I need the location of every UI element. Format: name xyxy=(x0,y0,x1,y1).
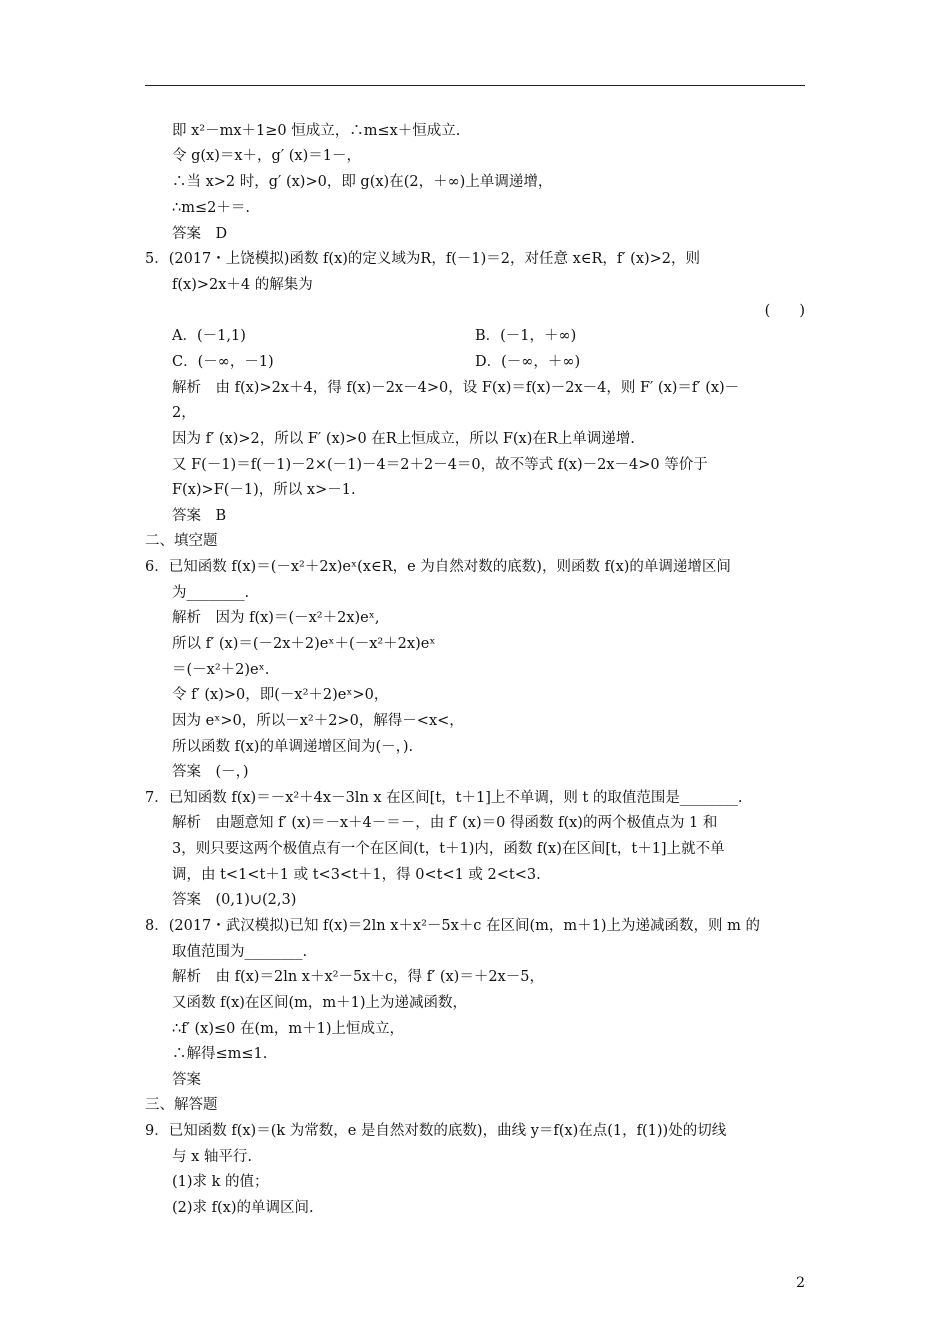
text-line: 调，由 t<1<t＋1 或 t<3<t＋1，得 0<t<1 或 2<t<3. xyxy=(172,867,541,883)
text-line: 令 f′ (x)>0，即(－x²＋2)eˣ>0， xyxy=(172,687,389,703)
text-line: 因为 f′ (x)>2，所以 F′ (x)>0 在R上恒成立，所以 F(x)在R上单调递增. xyxy=(172,431,635,447)
text-line: ∴解得≤m≤1. xyxy=(172,1046,268,1062)
text-line: 又 F(－1)＝f(－1)－2×(－1)－4＝2＋2－4＝0，故不等式 f(x)－2x－4>0 等价于 xyxy=(172,457,708,473)
section-heading: 三、解答题 xyxy=(145,1097,218,1113)
text-line: 与 x 轴平行. xyxy=(172,1149,253,1165)
text-line: 所以 f′ (x)＝(－2x＋2)eˣ＋(－x²＋2x)eˣ xyxy=(172,636,436,652)
answer-line: 答案 D xyxy=(172,226,228,242)
text-line: 2， xyxy=(172,405,196,421)
answer-line: 答案 (－，) xyxy=(172,764,249,780)
question-8: 8．(2017・武汉模拟)已知 f(x)＝2ln x＋x²－5x＋c 在区间(m，m＋1)上为递减函数，则 m 的 xyxy=(145,918,761,934)
answer-bracket: ( ) xyxy=(764,303,805,319)
text-line: ∴当 x>2 时，g′ (x)>0，即 g(x)在(2，＋∞)上单调递增， xyxy=(172,174,553,190)
question-9: 9．已知函数 f(x)＝(k 为常数，e 是自然对数的底数)，曲线 y＝f(x)在点(1，f(1))处的切线 xyxy=(145,1123,727,1139)
text-line: 解析 因为 f(x)＝(－x²＋2x)eˣ, xyxy=(172,610,380,626)
text-line: 解析 由 f(x)＝2ln x＋x²－5x＋c，得 f′ (x)＝＋2x－5， xyxy=(172,969,544,985)
answer-line: 答案 (0,1)∪(2,3) xyxy=(172,892,297,908)
text-line: 取值范围为________. xyxy=(172,944,308,960)
section-heading: 二、填空题 xyxy=(145,533,218,549)
question-6: 6．已知函数 f(x)＝(－x²＋2x)eˣ(x∈R，e 为自然对数的底数)，则函数 f(x)的单调递增区间 xyxy=(145,559,731,575)
option-c: C．(－∞，－1) xyxy=(172,354,274,370)
page-number: 2 xyxy=(796,1275,805,1291)
text-line: (2)求 f(x)的单调区间. xyxy=(172,1200,314,1216)
text-line: 因为 eˣ>0，所以－x²＋2>0，解得－<x<， xyxy=(172,713,464,729)
text-line: (1)求 k 的值； xyxy=(172,1174,269,1190)
answer-line: 答案 xyxy=(172,1072,201,1088)
text-line: 即 x²－mx＋1≥0 恒成立，∴m≤x＋恒成立. xyxy=(172,123,461,139)
option-a: A．(－1,1) xyxy=(172,328,246,344)
header-rule xyxy=(145,85,805,86)
text-line: 令 g(x)＝x＋，g′ (x)＝1－， xyxy=(172,148,361,164)
text-line: 所以函数 f(x)的单调递增区间为(－，). xyxy=(172,739,414,755)
text-line: 解析 由题意知 f′ (x)＝－x＋4－＝－，由 f′ (x)＝0 得函数 f(x)的两个极值点为 1 和 xyxy=(172,815,718,831)
text-line: 又函数 f(x)在区间(m，m＋1)上为递减函数， xyxy=(172,995,468,1011)
text-line: 解析 由 f(x)>2x＋4，得 f(x)－2x－4>0，设 F(x)＝f(x)－2x－4，则 F′ (x)＝f′ (x)－ xyxy=(172,380,740,396)
text-line: f(x)>2x＋4 的解集为 xyxy=(172,277,313,293)
option-b: B．(－1，＋∞) xyxy=(475,328,577,344)
option-d: D．(－∞，＋∞) xyxy=(475,354,581,370)
text-line: 3，则只要这两个极值点有一个在区间(t，t＋1)内，函数 f(x)在区间[t，t＋1]上就不单 xyxy=(172,841,725,857)
text-line: F(x)>F(－1)，所以 x>－1. xyxy=(172,482,356,498)
question-5: 5．(2017・上饶模拟)函数 f(x)的定义域为R，f(－1)＝2，对任意 x∈R，f′ (x)>2，则 xyxy=(145,251,701,267)
answer-line: 答案 B xyxy=(172,508,227,524)
text-line: ＝(－x²＋2)eˣ. xyxy=(172,662,270,678)
text-line: ∴m≤2＋＝. xyxy=(172,200,250,216)
question-7: 7．已知函数 f(x)＝－x²＋4x－3ln x 在区间[t，t＋1]上不单调，则 t 的取值范围是________. xyxy=(145,790,743,806)
text-line: ∴f′ (x)≤0 在(m，m＋1)上恒成立， xyxy=(172,1021,405,1037)
text-line: 为________. xyxy=(172,585,250,601)
